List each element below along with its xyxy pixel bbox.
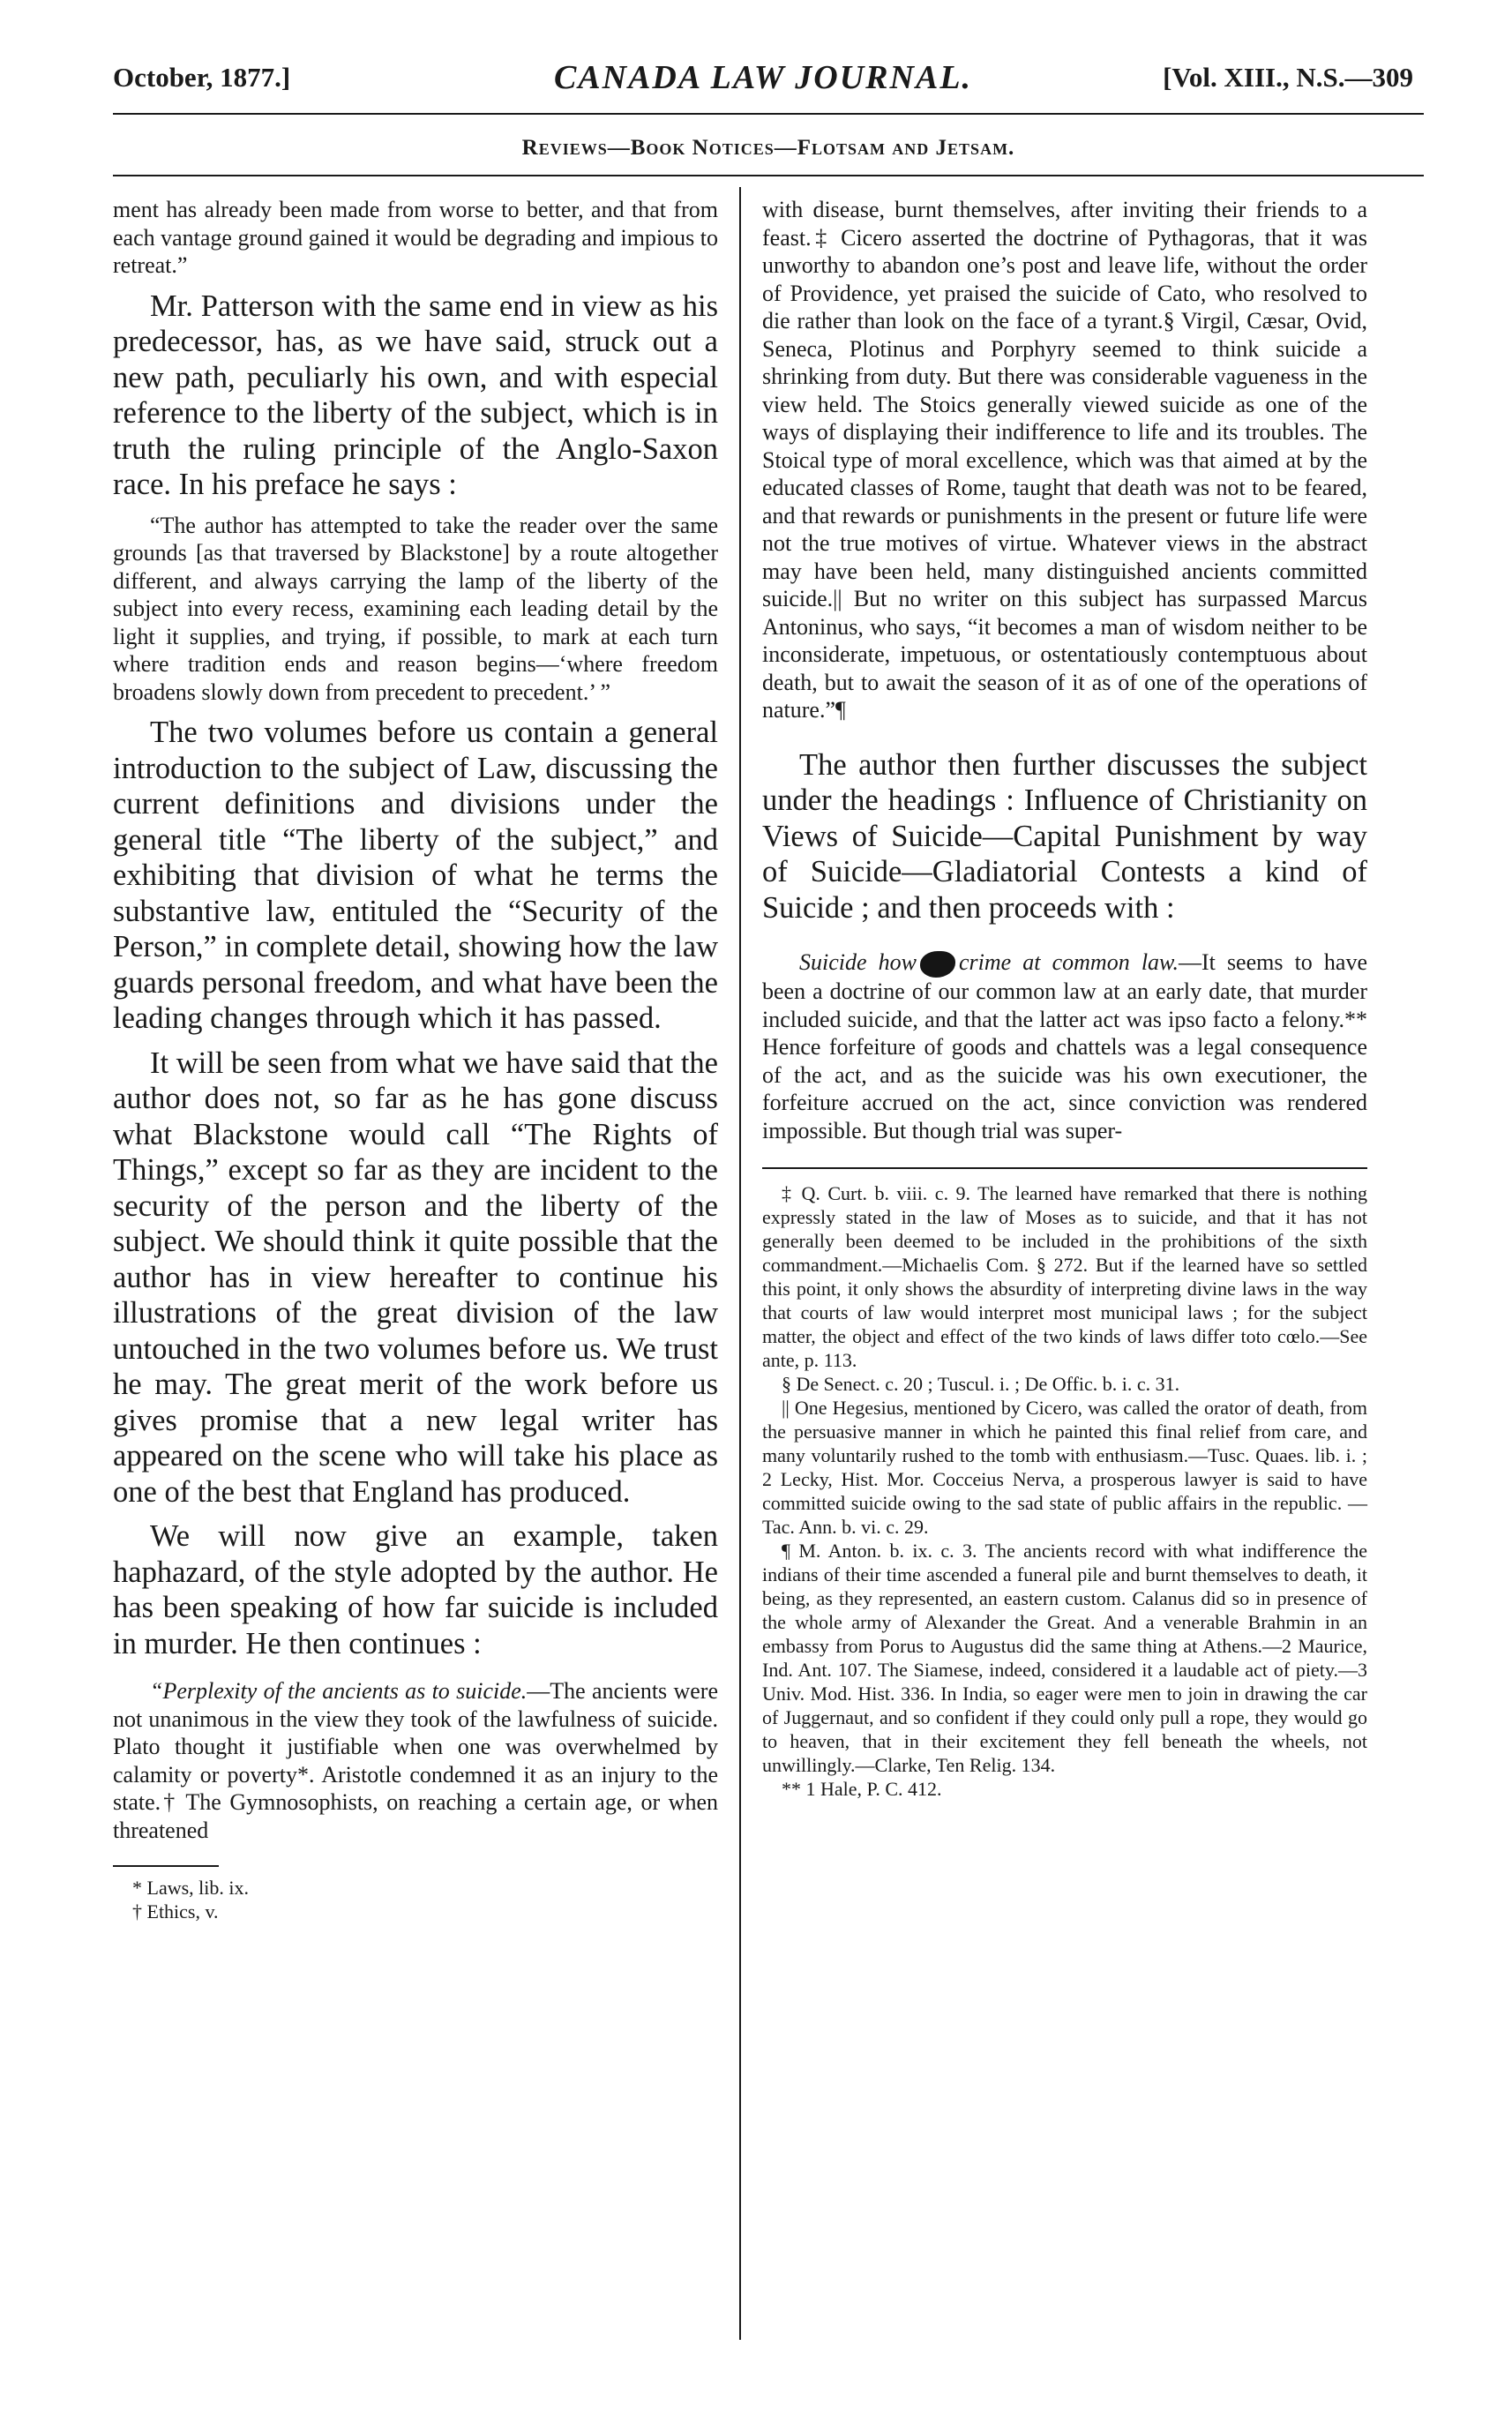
paragraph: Mr. Patterson with the same end in view as his predecessor, has, as we have said, struck out a new path, peculiarly his own, and with especial reference to the liberty of the subject, which is in truth the ruling principle of the Anglo-Saxon race. In his preface he says : xyxy=(113,289,718,501)
footnote: ‡ Q. Curt. b. viii. c. 9. The learned have remarked that there is nothing expressly stated in the law of Moses as to suicide, and that it has not generally been deemed to be included in the prohibitions of the sixth commandment.—Michaelis Com. § 272. But if the learned have so settled this point, it only shows the absurdity of interpreting divine laws in the way that courts of law would interpret most municipal laws ; for the subject matter, the object and effect of the two kinds of laws differ toto cœlo.—See ante, p. 113. xyxy=(762,1182,1367,1372)
quote-heading: “Perplexity of the ancients as to suicide. xyxy=(150,1678,528,1704)
paragraph: We will now give an example, taken haphazard, of the style adopted by the author. He has been speaking of how far suicide is included in murder. He then continues : xyxy=(113,1519,718,1660)
footnote: ** 1 Hale, P. C. 412. xyxy=(782,1778,942,1801)
footnotes xyxy=(113,1876,718,1923)
running-head xyxy=(113,53,1413,99)
quote-continuation: ment has already been made from worse to better, and that from each vantage ground gained it would be degrading and impious to retreat.” xyxy=(113,197,718,278)
footnote-rule xyxy=(113,1865,219,1867)
suicide-quote xyxy=(113,1677,718,1844)
preface-quote: “The author has attempted to take the reader over the same grounds [as that traversed by Blackstone] by a route altogether different, and always carrying the lamp of the liberty of the subject into every recess, examining each leading detail by the light it supplies, and trying, if possible, to mark at each turn where tradition ends and reason begins—‘where freedom broadens slowly down from precedent to precedent.’ ” xyxy=(113,512,718,705)
volume-page-number: [Vol. XIII., N.S.—309 xyxy=(1163,62,1413,93)
right-column xyxy=(762,196,1367,1801)
quote-heading-part: crime at common law. xyxy=(958,949,1179,975)
ink-blot xyxy=(920,951,955,978)
footnote: || One Hegesius, mentioned by Cicero, was called the orator of death, from the persuasive manner in which he painted this final relief from care, and many voluntarily rushed to the tomb with enthusiasm.—Tusc. Quaes. lib. i. ; 2 Lecky, Hist. Mor. Cocceius Nerva, a prosperous lawyer is said to have committed suicide owing to the sad state of public affairs in the republic. —Tac. Ann. b. vi. c. 29. xyxy=(762,1397,1367,1539)
common-law-quote xyxy=(762,948,1367,1144)
left-column xyxy=(113,196,718,1923)
footnote: § De Senect. c. 20 ; Tuscul. i. ; De Offic. b. i. c. 31. xyxy=(782,1373,1180,1396)
issue-date: October, 1877.] xyxy=(113,62,291,93)
footnotes xyxy=(762,1181,1367,1801)
quote-continuation: with disease, burnt themselves, after inviting their friends to a feast.‡ Cicero asserted the doctrine of Pythagoras, that it was unworthy to abandon one’s post and leave life, without the order of Providence, yet praised the suicide of Cato, who resolved to die rather than look on the face of a tyrant.§ Virgil, Cæsar, Ovid, Seneca, Plotinus and Porphyry seemed to think suicide a shrinking from duty. But there was considerable vagueness in the view held. The Stoics generally viewed suicide as one of the ways of displaying their indifference to life and its troubles. The Stoical type of moral excellence, which was that aimed at by the educated classes of Rome, taught that death was not to be feared, and that rewards or punishments in the present or future life were not the true motives of virtue. Whatever views in the abstract may have been held, many distinguished ancients committed suicide.|| But no writer on this subject has surpassed Marcus Antoninus, who says, “it becomes a man of wisdom neither to be inconsiderate, impetuous, or ostentatiously contemptuous about death, but to await the season of it as of one of the operations of nature.”¶ xyxy=(762,197,1367,723)
quote-body: —The ancients were not unanimous in the view they took of the lawfulness of suicide. Plato thought it justifiable when one was overwhelmed by calamity or poverty*. Aristotle condemned it as an injury to the state.† The Gymnosophists, on reaching a certain age, or when threatened xyxy=(113,1678,719,1843)
paragraph: It will be seen from what we have said that the author does not, so far as he has gone discuss what Blackstone would call “The Rights of Things,” except so far as they are incident to the security of the person and the liberty of the subject. We should think it quite possible that the author has in view hereafter to continue his illustrations of the great division of the law untouched in the two volumes before us. We trust he may. The great merit of the work before us gives promise that a new legal writer has appeared on the scene who will take his place as one of the best that England has produced. xyxy=(113,1046,718,1509)
footnote: ¶ M. Anton. b. ix. c. 3. The ancients record with what indifference the indians of their time ascended a funeral pile and burnt themselves to death, it being, as they represented, an eastern custom. Calanus did so in presence of the whole army of Alexander the Great. And a venerable Brahmin in an embassy from Porus to Augustus did the same thing at Athens.—2 Maurice, Ind. Ant. 107. The Siamese, indeed, considered it a laudable act of piety.—3 Univ. Mod. Hist. 336. In India, so eager were men to join in drawing the car of Juggernaut, and so confident if they could only pull a rope, they would go to heaven, that in their excitement they fell beneath the wheels, not unwillingly.—Clarke, Ten Relig. 134. xyxy=(762,1540,1367,1777)
journal-title: CANADA LAW JOURNAL. xyxy=(553,59,973,96)
section-rule xyxy=(113,175,1424,176)
footnote: † Ethics, v. xyxy=(132,1900,219,1923)
quote-body: —It seems to have been a doctrine of our common law at an early date, that murder included suicide, and that the latter act was ipso facto a felony.** Hence forfeiture of goods and chattels was a legal consequence of the act, and as the suicide was his own executioner, the forfeiture accrued on the act, since conviction was rendered impossible. But though trial was super- xyxy=(762,949,1367,1143)
quote-heading-part: Suicide how xyxy=(799,949,917,975)
header-rule xyxy=(113,113,1424,115)
paragraph: The two volumes before us contain a general introduction to the subject of Law, discussing the current definitions and divisions under the general title “The liberty of the subject,” and exhibiting that division of what he terms the substantive law, entituled the “Security of the Person,” in complete detail, showing how the law guards personal freedom, and what have been the leading changes through which it has passed. xyxy=(113,716,718,1035)
column-divider xyxy=(739,187,741,2340)
paragraph: The author then further discusses the subject under the headings : Influence of Christianity on Views of Suicide—Capital Punishment by way of Suicide—Gladiatorial Contests a kind of Suicide ; and then proceeds with : xyxy=(762,747,1367,925)
footnote: * Laws, lib. ix. xyxy=(132,1877,249,1899)
section-title: Reviews—Book Notices—Flotsam and Jetsam. xyxy=(521,136,1015,160)
footnote-rule xyxy=(762,1167,1367,1169)
